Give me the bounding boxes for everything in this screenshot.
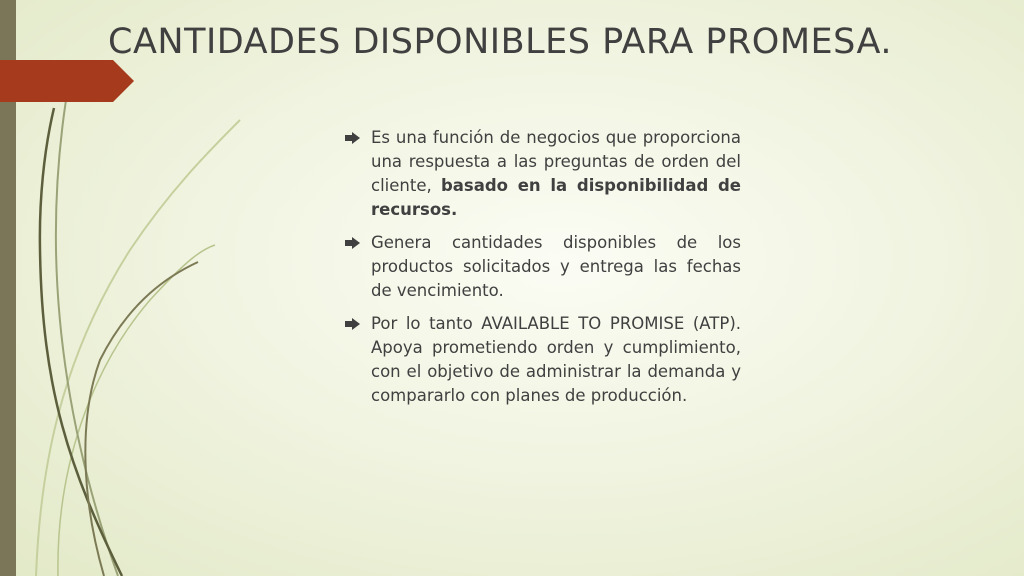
- bullet-text-1: Es una función de negocios que proporciona una respuesta a las preguntas de orden del cliente,: [371, 128, 741, 195]
- title-accent-tab: [0, 60, 134, 102]
- bullet-text-3: Por lo tanto AVAILABLE TO PROMISE (ATP). Apoya prometiendo orden y cumplimiento, con el objetivo de administrar la demanda y compararlo con planes de producción.: [371, 314, 741, 405]
- bullet-text-2: Genera cantidades disponibles de los productos solicitados y entrega las fechas de vencimiento.: [371, 233, 741, 300]
- bullet-item-2: [345, 231, 741, 303]
- bullet-list: [345, 126, 741, 417]
- bullet-item-1: [345, 126, 741, 222]
- slide-title: CANTIDADES DISPONIBLES PARA PROMESA.: [108, 22, 892, 62]
- bullet-item-3: [345, 312, 741, 408]
- arrow-bullet-icon: [345, 237, 360, 249]
- arrow-bullet-icon: [345, 132, 360, 144]
- arrow-bullet-icon: [345, 318, 360, 330]
- bullet-bold-1: basado en la disponibilidad de recursos.: [371, 176, 741, 219]
